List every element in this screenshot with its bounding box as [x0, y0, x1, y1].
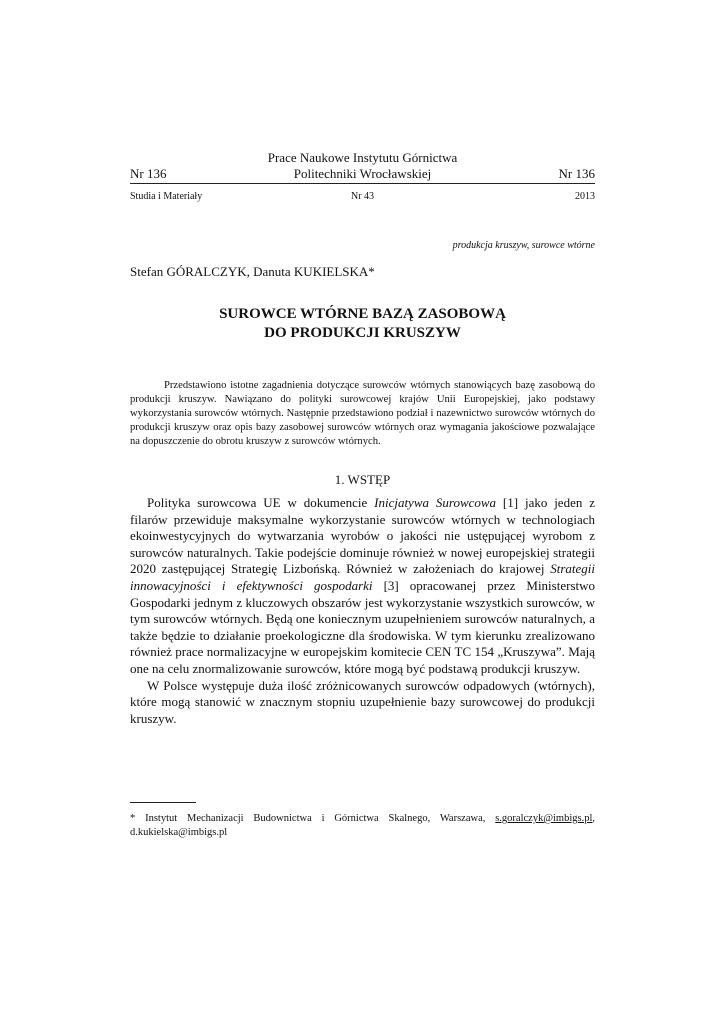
section-heading: 1. WSTĘP	[334, 472, 391, 487]
series-subtitle: Studia i Materiały	[130, 191, 203, 202]
paragraph-2: W Polsce występuje duża ilość zróżnicowanych surowców odpadowych (wtórnych), które mogą stanowić w znacznym stopniu uzupełnienie bazy surowcowej do produkcji kruszyw.	[130, 677, 595, 726]
paragraph-1-italic2: Strategii innowacyjności i efektywności gospodarki	[130, 561, 595, 593]
paragraph-1-part2: [1] jako jeden z filarów przewiduje maksymalne wykorzystanie surowców wtórnych w technologiach ekoinwestycyjnych do wytwarzania wyrobów o jakości nie ustępującej wyrobom z surowców naturalnych. Takie podejście dominuje również w nowej europejskiej strategii 2020 zastępującej Strategię Lizbońską. Również w założeniach do krajowej	[130, 495, 595, 577]
issue-number-left: Nr 136	[130, 166, 167, 181]
footnote-separator: ,	[592, 813, 595, 824]
paragraph-1	[130, 495, 595, 678]
series-title-line2: Politechniki Wrocławskiej	[293, 166, 432, 181]
volume-number: Nr 43	[350, 191, 375, 202]
abstract: Przedstawiono istotne zagadnienia dotyczące surowców wtórnych stanowiących bazę zasobową do produkcji kruszyw. Nawiązano do polityki surowcowej krajów Unii Europejskiej, jako podstawy wykorzystania surowców wtórnych. Następnie przedstawiono podział i nazewnictwo surowców wtórnych do produkcji kruszyw oraz opis bazy zasobowej surowców wtórnych oraz wymagania jakościowe pozwalające na dopuszczenie do obrotu kruszyw z surowców wtórnych.	[130, 380, 595, 447]
email-link-1[interactable]: s.goralczyk@imbigs.pl	[495, 813, 593, 824]
body-text	[130, 495, 595, 727]
header-rule	[130, 183, 595, 184]
title-line1: SUROWCE WTÓRNE BAZĄ ZASOBOWĄ	[219, 306, 506, 322]
authors: Stefan GÓRALCZYK, Danuta KUKIELSKA*	[130, 264, 375, 279]
email-link-2[interactable]: d.kukielska@imbigs.pl	[130, 827, 228, 838]
issue-number-right: Nr 136	[558, 166, 595, 181]
paragraph-1-part1: Polityka surowcowa UE w dokumencie	[147, 495, 375, 510]
paragraph-1-part3: [3] opracowanej przez Ministerstwo Gospodarki jednym z kluczowych obszarów jest wykorzystanie wszystkich surowców, w tym surowców wtórnych. Będą one koniecznym uzupełnieniem surowców naturalnych, a także będzie to działanie proekologiczne dla środowiska. W tym kierunku zrealizowano również prace normalizacyjne w europejskim komitecie CEN TC 154 „Kruszywa”. Mają one na celu znormalizowanie surowców, które mogą być podstawą produkcji kruszyw.	[130, 577, 596, 676]
title-line2: DO PRODUKCJI KRUSZYW	[264, 325, 461, 341]
footnote-text: * Instytut Mechanizacji Budownictwa i Górnictwa Skalnego, Warszawa,	[130, 813, 496, 824]
footnote	[130, 812, 595, 840]
publication-year: 2013	[575, 191, 595, 202]
paragraph-1-italic1: Inicjatywa Surowcowa	[374, 495, 497, 510]
keywords: produkcja kruszyw, surowce wtórne	[452, 240, 595, 251]
series-title-line1: Prace Naukowe Instytutu Górnictwa	[267, 150, 458, 165]
paper-title	[130, 305, 595, 343]
footnote-rule	[130, 802, 196, 803]
